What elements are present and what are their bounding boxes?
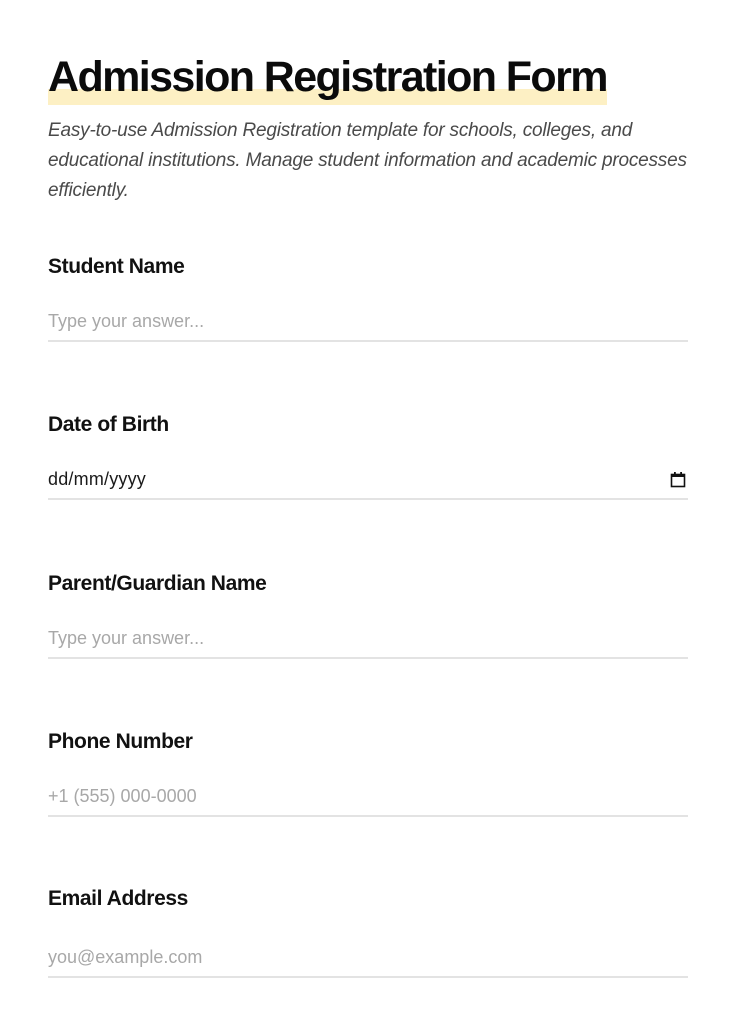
page-title: Admission Registration Form <box>48 53 607 101</box>
field-label-email-address: Email Address <box>48 887 188 910</box>
input-row-student-name <box>48 302 688 342</box>
parent-guardian-name-input[interactable] <box>48 619 688 657</box>
field-label-student-name: Student Name <box>48 255 185 278</box>
registration-form-page <box>0 0 736 206</box>
input-row-phone-number <box>48 777 688 817</box>
field-label-phone-number: Phone Number <box>48 730 193 753</box>
email-address-input[interactable] <box>48 938 688 976</box>
field-parent-guardian-name <box>48 571 688 597</box>
form-header <box>48 0 688 206</box>
field-label-date-of-birth: Date of Birth <box>48 413 169 436</box>
student-name-input[interactable] <box>48 302 688 340</box>
calendar-icon[interactable] <box>670 470 686 488</box>
field-email-address <box>48 886 688 912</box>
date-of-birth-input[interactable] <box>48 460 688 500</box>
input-row-email-address <box>48 938 688 978</box>
field-student-name <box>48 254 688 280</box>
field-label-parent-guardian-name: Parent/Guardian Name <box>48 572 267 595</box>
phone-number-input[interactable] <box>48 777 688 815</box>
input-row-parent-guardian-name <box>48 619 688 659</box>
field-phone-number <box>48 729 688 755</box>
field-date-of-birth <box>48 412 688 489</box>
form-description: Easy-to-use Admission Registration template for schools, colleges, and educational institutions. Manage student information and academic processes efficiently. <box>48 120 687 201</box>
date-format-placeholder: dd/mm/yyyy <box>48 468 147 489</box>
title-wrapper <box>48 52 607 102</box>
